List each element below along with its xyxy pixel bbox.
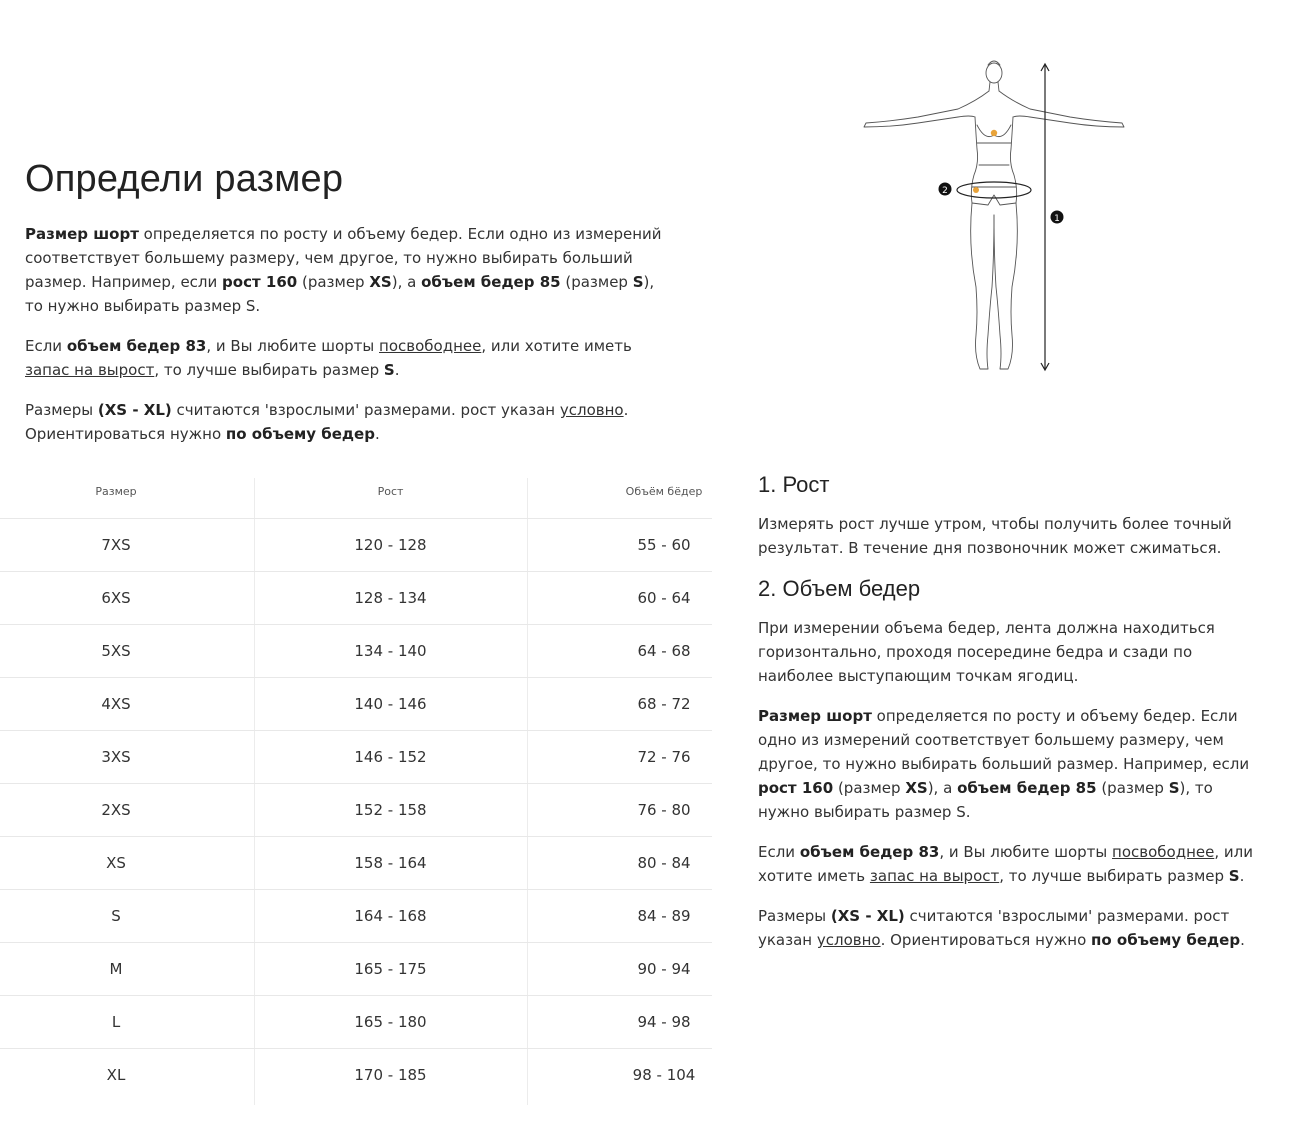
size-cell: XL [106, 1066, 126, 1084]
logo-top-icon [991, 130, 997, 136]
height-cell: 164 - 168 [354, 907, 427, 925]
size-cell: 3XS [101, 748, 131, 766]
guide-heading-height: 1. Рост [758, 472, 830, 497]
size-cell: 7XS [101, 536, 131, 554]
table-row [0, 890, 712, 943]
hips-cell: 60 - 64 [637, 589, 691, 607]
logo-shorts-icon [973, 187, 979, 193]
hips-cell: 76 - 80 [637, 801, 691, 819]
header-height: Рост [377, 485, 404, 498]
table-row [0, 837, 712, 890]
table-row [0, 519, 712, 572]
guide-paragraph-size-rule: Размер шорт определяется по росту и объему бедер. Если одно из измерений соответствует большему размеру, чем другое, то нужно выбирать больший размер. Например, если рост 160 (размер XS), а объем бедер 85 (размер S), то нужно выбирать размер S. [758, 707, 1250, 821]
measurement-figure [858, 55, 1133, 380]
header-size: Размер [95, 485, 137, 498]
table-row [0, 731, 712, 784]
page-title: Определи размер [25, 158, 344, 200]
intro-paragraph-loose-fit: Если объем бедер 83, и Вы любите шорты посвободнее, или хотите иметь запас на вырост, то лучше выбирать размер S. [25, 337, 632, 379]
measurement-guide [758, 472, 1258, 968]
size-cell: L [111, 1013, 121, 1031]
height-cell: 140 - 146 [354, 695, 427, 713]
table-row [0, 572, 712, 625]
size-cell: S [111, 907, 121, 925]
table-row [0, 625, 712, 678]
table-row [0, 1049, 712, 1101]
intro-text [25, 222, 665, 462]
hips-cell: 68 - 72 [637, 695, 691, 713]
height-cell: 134 - 140 [354, 642, 427, 660]
hips-cell: 84 - 89 [637, 907, 691, 925]
height-cell: 146 - 152 [354, 748, 427, 766]
hips-cell: 72 - 76 [637, 748, 691, 766]
height-cell: 128 - 134 [354, 589, 427, 607]
hips-cell: 98 - 104 [632, 1066, 696, 1084]
height-cell: 165 - 175 [354, 960, 427, 978]
header-hips: Объём бёдер [625, 485, 703, 498]
guide-text-hips: При измерении объема бедер, лента должна находиться горизонтально, проходя посередине бедра и сзади по наиболее выступающим точкам ягодиц. [758, 619, 1215, 685]
table-row [0, 784, 712, 837]
table-row [0, 678, 712, 731]
height-arrow-icon [1041, 64, 1049, 370]
table-header [0, 478, 712, 519]
size-cell: 5XS [101, 642, 131, 660]
hips-cell: 94 - 98 [637, 1013, 691, 1031]
guide-paragraph-loose-fit: Если объем бедер 83, и Вы любите шорты посвободнее, или хотите иметь запас на вырост, то лучше выбирать размер S. [758, 843, 1253, 885]
height-cell: 120 - 128 [354, 536, 427, 554]
table-row [0, 996, 712, 1049]
size-cell: M [109, 960, 123, 978]
guide-heading-hips: 2. Объем бедер [758, 576, 921, 601]
svg-text:1: 1 [1054, 214, 1060, 224]
size-cell: XS [106, 854, 126, 872]
height-cell: 170 - 185 [354, 1066, 427, 1084]
table-row [0, 943, 712, 996]
height-cell: 158 - 164 [354, 854, 427, 872]
height-cell: 165 - 180 [354, 1013, 427, 1031]
size-cell: 6XS [101, 589, 131, 607]
guide-text-height: Измерять рост лучше утром, чтобы получить более точный результат. В течение дня позвоночник может сжиматься. [758, 515, 1232, 557]
hips-cell: 80 - 84 [637, 854, 691, 872]
intro-paragraph-size-rule: Размер шорт определяется по росту и объему бедер. Если одно из измерений соответствует большему размеру, чем другое, то нужно выбирать больший размер. Например, если рост 160 (размер XS), а объем бедер 85 (размер S), то нужно выбирать размер S. [25, 225, 662, 315]
svg-text:2: 2 [942, 186, 948, 196]
size-table [0, 478, 720, 1101]
size-cell: 4XS [101, 695, 131, 713]
marker-2-icon [939, 183, 952, 197]
body-outline-illustration [858, 55, 1133, 380]
hips-cell: 55 - 60 [637, 536, 691, 554]
intro-paragraph-adult-sizes: Размеры (XS - XL) считаются 'взрослыми' размерами. рост указан условно. Ориентироваться нужно по объему бедер. [25, 401, 629, 443]
height-cell: 152 - 158 [354, 801, 427, 819]
marker-1-icon [1051, 211, 1064, 225]
guide-paragraph-adult-sizes: Размеры (XS - XL) считаются 'взрослыми' размерами. рост указан условно. Ориентироваться нужно по объему бедер. [758, 907, 1245, 949]
hips-cell: 90 - 94 [637, 960, 691, 978]
hips-cell: 64 - 68 [637, 642, 691, 660]
size-cell: 2XS [101, 801, 131, 819]
